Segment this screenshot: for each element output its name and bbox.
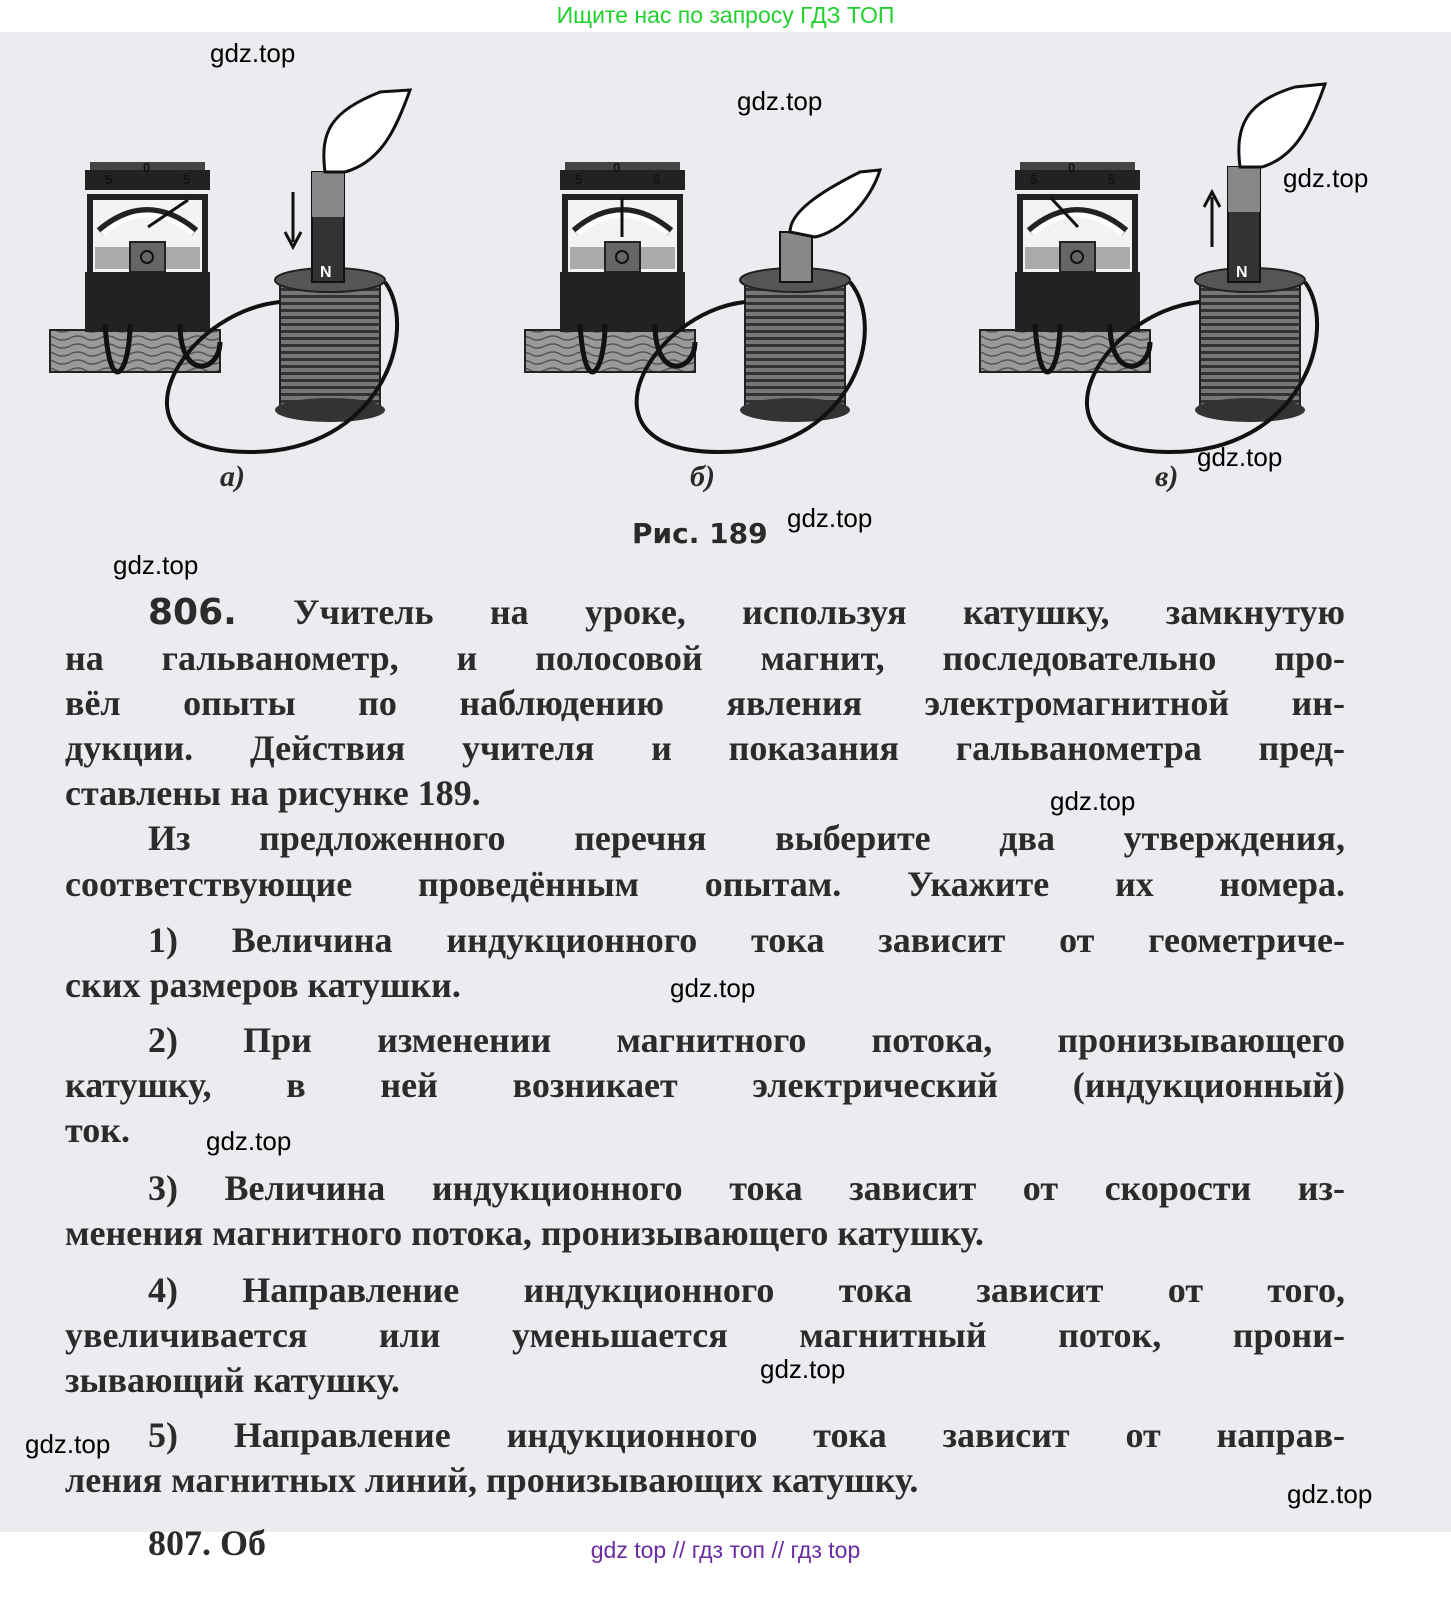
panel-label-b: б) (690, 460, 715, 493)
option-3: 3) Величина индукционного тока зависит от скорости из- (148, 1168, 1345, 1208)
figure-caption: Рис. 189 (632, 517, 768, 550)
watermark: gdz.top (760, 1354, 846, 1384)
hand (1239, 84, 1325, 167)
scale-label-zero: 0 (613, 160, 621, 175)
watermark: gdz.top (1050, 786, 1136, 816)
option-4-cont: зывающий катушку. (65, 1360, 400, 1400)
panel-c-apparatus (980, 84, 1325, 452)
panel-label-c: в) (1155, 460, 1179, 493)
top-banner: Ищите нас по запросу ГДЗ ТОП (556, 2, 895, 28)
watermark: gdz.top (1283, 163, 1369, 193)
task-number: 806. (148, 592, 237, 633)
scale-label-left: 5 (575, 172, 583, 187)
option-4: 4) Направление индукционного тока зависит от того, (148, 1270, 1345, 1310)
pole-label: N (320, 264, 332, 281)
panel-a-apparatus (50, 90, 410, 452)
watermark: gdz.top (737, 86, 823, 116)
watermark: gdz.top (1197, 442, 1283, 472)
scale-label-left: 5 (1030, 172, 1038, 187)
panel-b-apparatus (525, 162, 880, 452)
option-3-cont: менения магнитного потока, пронизывающего катушку. (65, 1213, 984, 1253)
option-5-cont: ления магнитных линий, пронизывающих катушку. (65, 1460, 919, 1500)
task-text: Учитель на уроке, используя катушку, замкнутую (293, 592, 1346, 632)
instruction-line: Из предложенного перечня выберите два утверждения, (148, 818, 1345, 858)
task-line: ставлены на рисунке 189. (65, 773, 481, 813)
figure-189 (0, 32, 1451, 552)
watermark: gdz.top (210, 38, 296, 68)
option-5: 5) Направление индукционного тока зависит от направ- (148, 1415, 1345, 1455)
watermark: gdz.top (206, 1126, 292, 1156)
option-4-cont: увеличивается или уменьшается магнитный поток, прони- (65, 1315, 1345, 1355)
next-task-partial: 807. Об (148, 1523, 267, 1563)
scale-label-right: 5 (653, 172, 661, 187)
option-2-cont: ток. (65, 1110, 130, 1150)
task-line-1 (148, 590, 1345, 635)
watermark: gdz.top (670, 973, 756, 1003)
task-line: вёл опыты по наблюдению явления электромагнитной ин- (65, 683, 1345, 723)
watermark: gdz.top (1287, 1479, 1373, 1509)
scale-label-zero: 0 (1068, 160, 1076, 175)
pole-label: N (1236, 264, 1248, 281)
hand (790, 170, 880, 237)
instruction-line: соответствующие проведённым опытам. Укажите их номера. (65, 864, 1345, 904)
scale-label-right: 5 (183, 172, 191, 187)
option-1: 1) Величина индукционного тока зависит от геометриче- (148, 920, 1345, 960)
watermark: gdz.top (25, 1429, 111, 1459)
option-2: 2) При изменении магнитного потока, пронизывающего (148, 1020, 1345, 1060)
bar-magnet (780, 232, 812, 282)
task-line: дукции. Действия учителя и показания гальванометра пред- (65, 728, 1345, 768)
bottom-banner: gdz top // гдз топ // гдз top (590, 1537, 861, 1563)
task-line: на гальванометр, и полосовой магнит, последовательно про- (65, 638, 1345, 678)
option-1-cont: ских размеров катушки. (65, 965, 461, 1005)
scale-label-left: 5 (105, 172, 113, 187)
arrow-up-icon (1204, 192, 1220, 247)
watermark: gdz.top (787, 503, 873, 533)
option-2-cont: катушку, в ней возникает электрический (индукционный) (65, 1065, 1345, 1105)
hand (324, 90, 410, 172)
scale-label-zero: 0 (143, 160, 151, 175)
watermark: gdz.top (113, 550, 199, 580)
panel-label-a: а) (220, 460, 245, 493)
scale-label-right: 5 (1108, 172, 1116, 187)
arrow-down-icon (285, 192, 301, 247)
